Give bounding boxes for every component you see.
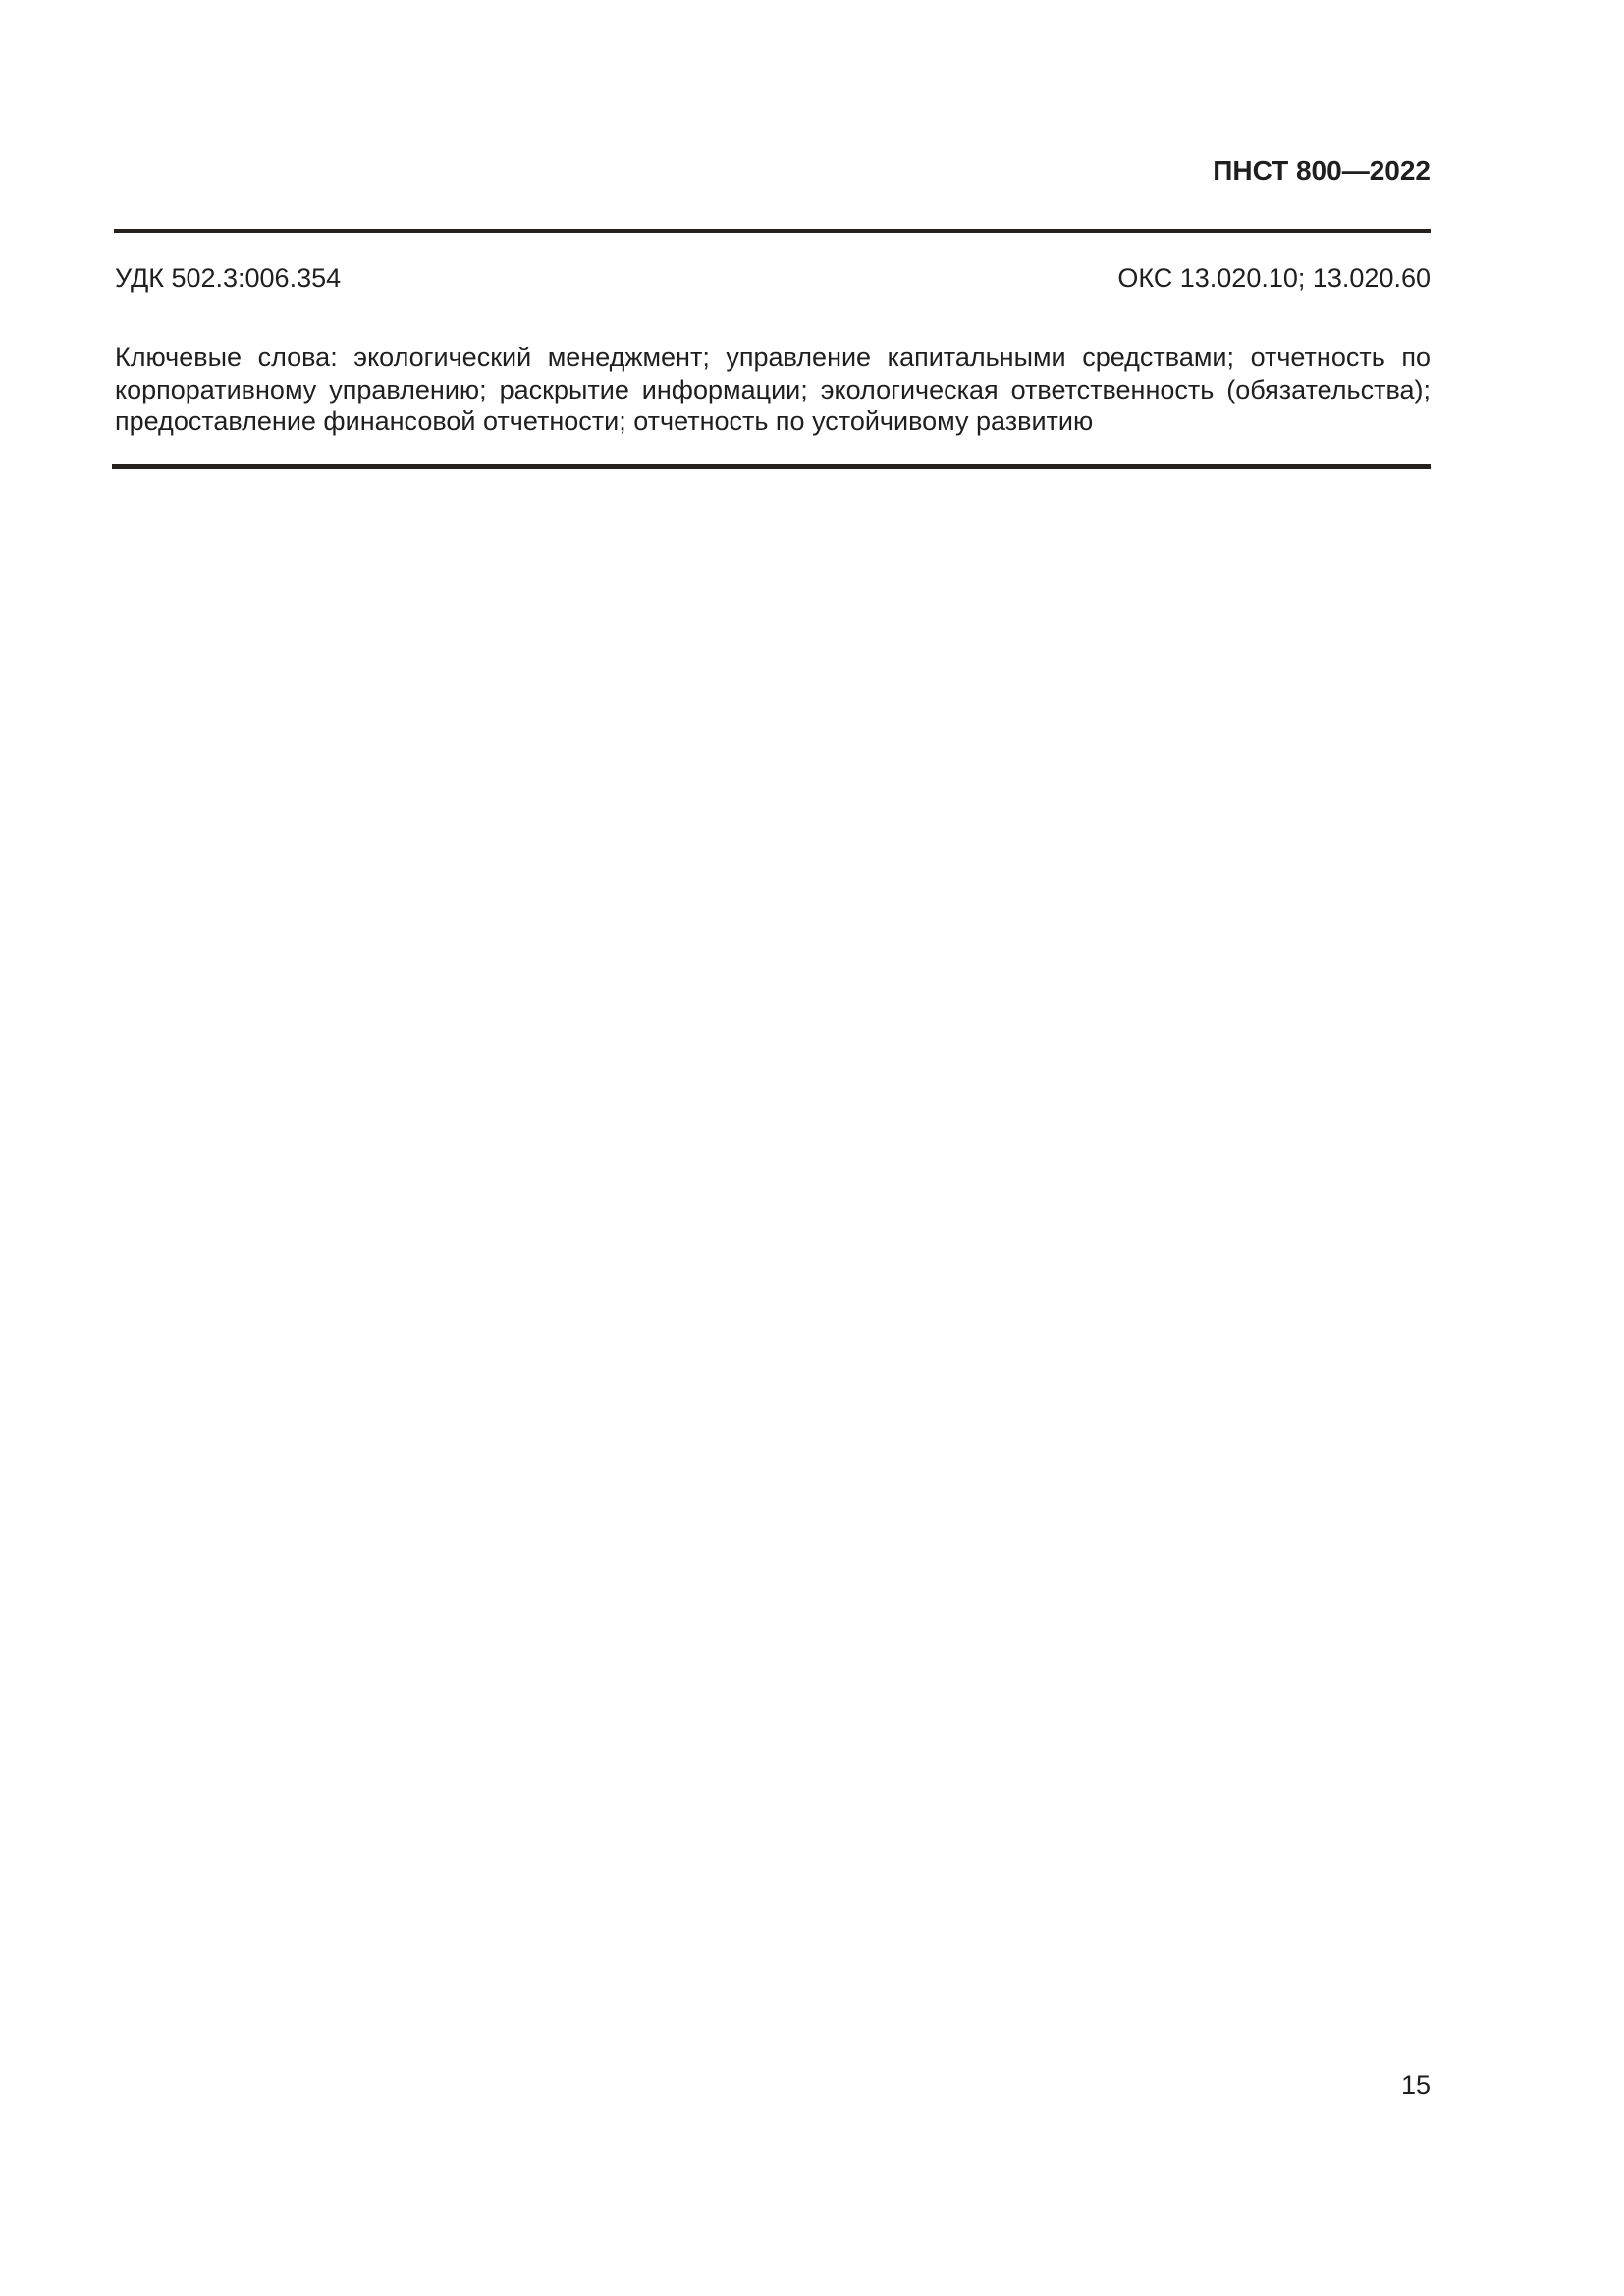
header-rule <box>114 229 1431 233</box>
keywords-line: предоставление финансовой отчетности; отчетность по устойчивому развитию <box>115 406 1094 436</box>
oks-code: ОКС 13.020.10; 13.020.60 <box>1117 263 1431 293</box>
page-number: 15 <box>1400 2070 1431 2100</box>
keywords-line: Ключевые слова: экологический менеджмент; управление капитальными средствами; отчетность по <box>115 343 1431 372</box>
udk-code: УДК 502.3:006.354 <box>115 263 342 293</box>
classification-row <box>115 263 1431 294</box>
footer-rule <box>112 464 1431 469</box>
document-code-header: ПНСТ 800—2022 <box>1213 155 1431 186</box>
keywords-paragraph <box>115 342 1431 438</box>
keywords-line: корпоративному управлению; раскрытие информации; экологическая ответственность (обязательства); <box>115 374 1431 404</box>
